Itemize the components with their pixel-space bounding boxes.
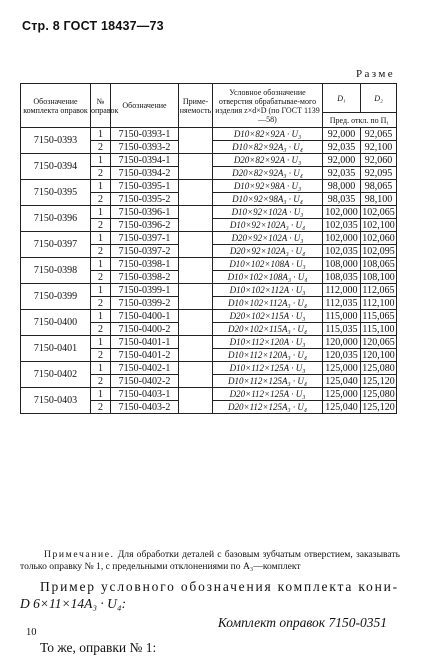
cell-kit: 7150-0396 [21, 206, 91, 232]
cell-d2: 92,060 [361, 154, 397, 167]
cell-hole-designation: D10×92×102A₃ · U₄ [213, 219, 323, 232]
cell-d1: 102,000 [323, 206, 361, 219]
table-body [21, 128, 397, 414]
cell-mandrel-no: 1 [91, 232, 111, 245]
cell-hole-designation: D20×92×102A₃ · U₄ [213, 245, 323, 258]
cell-d1: 92,035 [323, 141, 361, 154]
cell-mandrel-no: 1 [91, 284, 111, 297]
cell-mandrel-no: 1 [91, 310, 111, 323]
cell-designation: 7150-0397-2 [111, 245, 179, 258]
cell-d1: 112,035 [323, 297, 361, 310]
col-kit-designation: Обозначение комплекта оправок [21, 84, 91, 128]
cell-mandrel-no: 2 [91, 219, 111, 232]
cell-kit: 7150-0402 [21, 362, 91, 388]
cell-designation: 7150-0398-1 [111, 258, 179, 271]
cell-d2: 125,120 [362, 401, 395, 413]
cell-d2: 125,080 [362, 388, 395, 400]
cell-designation: 7150-0403-2 [111, 401, 179, 414]
cell-hole-designation: D20×82×92A₃ · U₄ [213, 167, 323, 180]
cell-d2: 120,065 [362, 336, 395, 348]
cell-d1: 92,035 [323, 167, 361, 180]
cell-designation: 7150-0399-1 [111, 284, 179, 297]
table-row [21, 284, 397, 297]
cell-d2: 98,065 [361, 180, 397, 193]
size-label: Разме [355, 68, 395, 80]
col-deviation: Пред. откл. по П₁ [323, 113, 397, 128]
mandrel-spec-table [20, 83, 397, 414]
cell-d2: 125,080 [362, 362, 395, 374]
cell-kit: 7150-0395 [21, 180, 91, 206]
cell-mandrel-no: 1 [91, 388, 111, 401]
cell-designation: 7150-0399-2 [111, 297, 179, 310]
example-same-1: То же, оправки № 1: [40, 640, 157, 655]
cell-mandrel-no: 1 [91, 258, 111, 271]
table-row [21, 206, 397, 219]
cell-mandrel-no: 2 [91, 401, 111, 414]
cell-d2: 120,100 [362, 349, 395, 361]
cell-designation: 7150-0401-2 [111, 349, 179, 362]
cell-d1: 125,000 [323, 388, 361, 401]
table-row [21, 310, 397, 323]
cell-mandrel-no: 2 [91, 193, 111, 206]
cell-hole-designation: D10×92×102A · U₃ [213, 206, 323, 219]
cell-application [179, 388, 213, 414]
cell-hole-designation: D10×112×120A₃ · U₄ [213, 349, 323, 362]
cell-mandrel-no: 1 [91, 154, 111, 167]
cell-designation: 7150-0394-1 [111, 154, 179, 167]
page-number: 10 [26, 627, 37, 638]
col-designation: Обозначение [111, 84, 179, 128]
cell-designation: 7150-0400-1 [111, 310, 179, 323]
cell-hole-designation: D10×92×98A₃ · U₄ [213, 193, 323, 206]
cell-mandrel-no: 1 [91, 362, 111, 375]
example-kit-ref: Комплект оправок 7150-0351 [217, 615, 387, 630]
cell-hole-designation: D20×112×125A · U₃ [213, 388, 323, 401]
cell-designation: 7150-0402-2 [111, 375, 179, 388]
cell-designation: 7150-0398-2 [111, 271, 179, 284]
table-row [21, 388, 397, 401]
cell-d1: 108,000 [323, 258, 361, 271]
cell-designation: 7150-0395-2 [111, 193, 179, 206]
cell-application [179, 284, 213, 310]
cell-designation: 7150-0396-1 [111, 206, 179, 219]
cell-d2: 92,095 [361, 167, 397, 180]
cell-application [179, 154, 213, 180]
cell-d1: 112,000 [323, 284, 361, 297]
cell-hole-designation: D20×112×125A₃ · U₄ [213, 401, 323, 414]
cell-application [179, 128, 213, 154]
cell-kit: 7150-0394 [21, 154, 91, 180]
table-row [21, 154, 397, 167]
cell-hole-designation: D20×102×115A₃ · U₄ [213, 323, 323, 336]
cell-designation: 7150-0396-2 [111, 219, 179, 232]
cell-d2: 125,120 [362, 375, 395, 387]
cell-hole-designation: D20×82×92A · U₃ [213, 154, 323, 167]
cell-mandrel-no: 1 [91, 180, 111, 193]
cell-mandrel-no: 2 [91, 271, 111, 284]
cell-d2: 115,100 [362, 323, 395, 335]
cell-hole-designation: D10×102×112A₃ · U₄ [213, 297, 323, 310]
cell-hole-designation: D10×82×92A · U₃ [213, 128, 323, 141]
cell-designation: 7150-0394-2 [111, 167, 179, 180]
cell-hole-designation: D10×112×125A₃ · U₄ [213, 375, 323, 388]
cell-application [179, 258, 213, 284]
table-row [21, 258, 397, 271]
cell-designation: 7150-0403-1 [111, 388, 179, 401]
table-row [21, 362, 397, 375]
cell-d1: 102,035 [323, 219, 361, 232]
cell-d2: 112,100 [362, 297, 395, 309]
cell-d1: 98,000 [323, 180, 361, 193]
cell-application [179, 206, 213, 232]
cell-d1: 125,040 [323, 401, 361, 414]
cell-designation: 7150-0400-2 [111, 323, 179, 336]
table-header-row [21, 84, 397, 113]
cell-d1: 108,035 [323, 271, 361, 284]
example-formula: D 6×11×14A₃ · U₄: [20, 596, 127, 611]
cell-kit: 7150-0398 [21, 258, 91, 284]
cell-d1: 98,035 [323, 193, 361, 206]
cell-hole-designation: D10×102×108A · U₃ [213, 258, 323, 271]
cell-mandrel-no: 2 [91, 297, 111, 310]
cell-application [179, 232, 213, 258]
example-title: Пример условного обозначения комплекта кони- [40, 579, 399, 594]
cell-d2: 102,095 [362, 245, 395, 257]
cell-d1: 115,000 [323, 310, 361, 323]
cell-designation: 7150-0402-1 [111, 362, 179, 375]
table-row [21, 232, 397, 245]
cell-kit: 7150-0393 [21, 128, 91, 154]
cell-mandrel-no: 2 [91, 167, 111, 180]
cell-d1: 115,035 [323, 323, 361, 336]
note-label: Примечание. [44, 549, 115, 560]
col-hole-designation: Условное обозначение отверстия обрабатывае-мого изделия z×d×D (по ГОСТ 1139—58) [213, 84, 323, 128]
col-d2: D₂ [361, 84, 397, 113]
cell-d1: 120,000 [323, 336, 361, 349]
cell-designation: 7150-0395-1 [111, 180, 179, 193]
cell-hole-designation: D20×92×102A · U₃ [213, 232, 323, 245]
cell-d1: 102,035 [323, 245, 361, 258]
cell-d1: 92,000 [323, 154, 361, 167]
table-note [20, 549, 400, 573]
table-row [21, 128, 397, 141]
cell-d2: 108,065 [362, 258, 395, 270]
col-d1: D₁ [323, 84, 361, 113]
cell-d2: 102,100 [362, 219, 395, 231]
cell-application [179, 310, 213, 336]
cell-d2: 102,065 [362, 206, 395, 218]
cell-designation: 7150-0401-1 [111, 336, 179, 349]
cell-d2: 102,060 [362, 232, 395, 244]
cell-application [179, 180, 213, 206]
cell-mandrel-no: 2 [91, 245, 111, 258]
cell-application [179, 336, 213, 362]
cell-d1: 102,000 [323, 232, 361, 245]
cell-mandrel-no: 2 [91, 349, 111, 362]
cell-kit: 7150-0403 [21, 388, 91, 414]
cell-d2: 92,065 [361, 128, 397, 141]
cell-kit: 7150-0397 [21, 232, 91, 258]
cell-designation: 7150-0393-2 [111, 141, 179, 154]
col-application: Приме-няемость [179, 84, 213, 128]
cell-d2: 92,100 [361, 141, 397, 154]
cell-application [179, 362, 213, 388]
cell-kit: 7150-0399 [21, 284, 91, 310]
cell-designation: 7150-0393-1 [111, 128, 179, 141]
cell-d1: 120,035 [323, 349, 361, 362]
cell-hole-designation: D20×102×115A · U₃ [213, 310, 323, 323]
table-row [21, 336, 397, 349]
cell-mandrel-no: 2 [91, 323, 111, 336]
cell-mandrel-no: 1 [91, 336, 111, 349]
cell-d2: 112,065 [362, 284, 395, 296]
page-header: Стр. 8 ГОСТ 18437—73 [22, 19, 164, 33]
cell-kit: 7150-0401 [21, 336, 91, 362]
cell-kit: 7150-0400 [21, 310, 91, 336]
cell-hole-designation: D10×102×108A₃ · U₄ [213, 271, 323, 284]
cell-d1: 92,000 [323, 128, 361, 141]
cell-mandrel-no: 1 [91, 206, 111, 219]
cell-d1: 125,000 [323, 362, 361, 375]
cell-designation: 7150-0397-1 [111, 232, 179, 245]
cell-d2: 115,065 [362, 310, 395, 322]
cell-hole-designation: D10×112×120A · U₃ [213, 336, 323, 349]
cell-d2: 98,100 [361, 193, 397, 206]
note-text: Для обработки деталей с базовым зубчатым отверстием, заказывать только оправку № 1, с предельными отклонениями по A₃—комплект [20, 549, 400, 572]
col-mandrel-no: № оправок [91, 84, 111, 128]
cell-d1: 125,040 [323, 375, 361, 388]
cell-d2: 108,100 [362, 271, 395, 283]
table-row [21, 180, 397, 193]
cell-hole-designation: D10×112×125A · U₃ [213, 362, 323, 375]
cell-mandrel-no: 2 [91, 375, 111, 388]
cell-mandrel-no: 2 [91, 141, 111, 154]
cell-mandrel-no: 1 [91, 128, 111, 141]
cell-hole-designation: D10×102×112A · U₃ [213, 284, 323, 297]
cell-hole-designation: D10×82×92A₃ · U₄ [213, 141, 323, 154]
cell-hole-designation: D10×92×98A · U₃ [213, 180, 323, 193]
